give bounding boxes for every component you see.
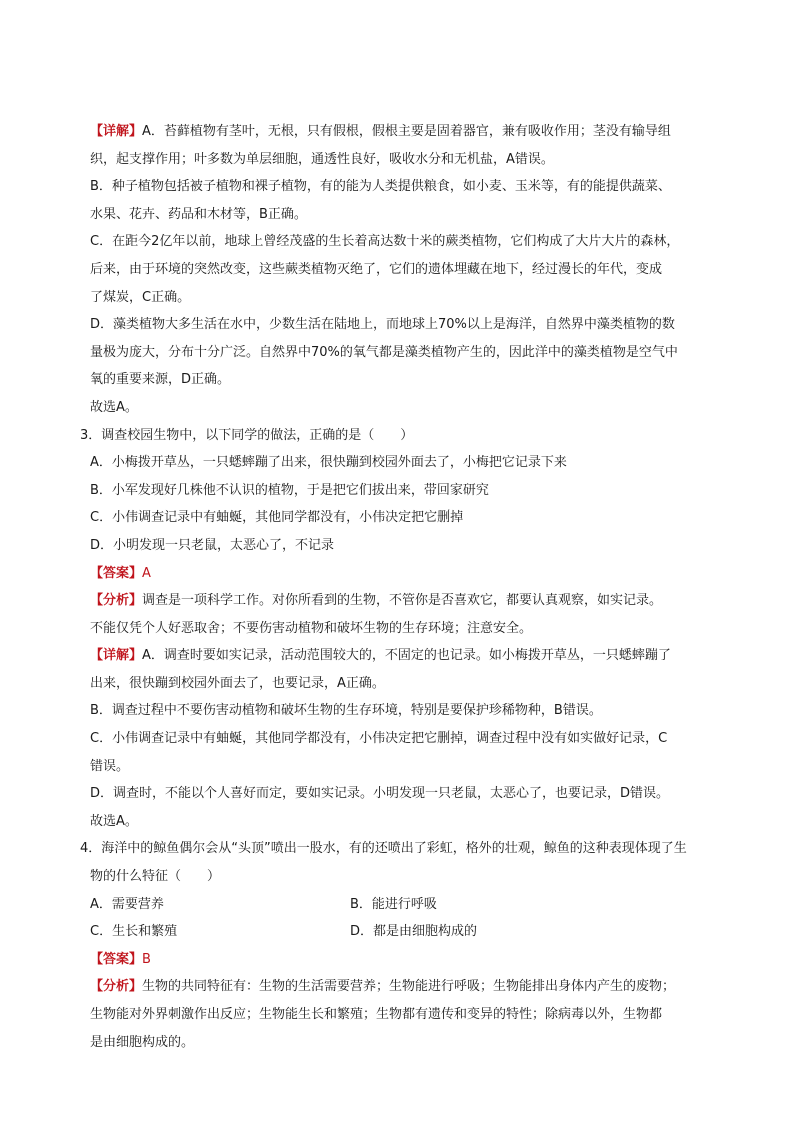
text-line: 了煤炭，C正确。 (90, 289, 191, 305)
option-c: C．生长和繁殖 (90, 924, 178, 940)
explain-line: 出来，很快蹦到校园外面去了，也要记录，A正确。 (90, 675, 385, 691)
explain-line: 故选A。 (90, 813, 138, 829)
answer-line: 【答案】B (90, 951, 151, 967)
answer-value: A (142, 565, 151, 581)
answer-value: B (142, 951, 151, 967)
text-line: 故选A。 (90, 399, 138, 415)
text-line: 量极为庞大，分布十分广泛。自然界中70%的氧气都是藻类植物产生的，因此洋中的藻类植物是空气中 (90, 344, 678, 360)
explain-line: 错误。 (90, 758, 130, 774)
answer-line: 【答案】A (90, 565, 151, 581)
explain-line: D．调查时，不能以个人喜好而定，要如实记录。小明发现一只老鼠，太恶心了，也要记录，D错误。 (90, 786, 670, 802)
option-c: C．小伟调查记录中有蚰蜒，其他同学都没有，小伟决定把它删掉 (90, 510, 464, 526)
text-line: 织，起支撑作用；叶多数为单层细胞，通透性良好，吸收水分和无机盐，A错误。 (90, 151, 554, 167)
option-d: D．都是由细胞构成的 (350, 924, 478, 940)
analysis-line: 生物能对外界刺激作出反应；生物能生长和繁殖；生物都有遗传和变异的特性；除病毒以外，生物都 (90, 1007, 663, 1022)
options-row (90, 891, 730, 919)
options-row (90, 918, 730, 946)
question-4 (80, 835, 730, 1056)
analysis-line: 【分析】调查是一项科学工作。对你所看到的生物，不管你是否喜欢它，都要认真观察，如实记录。 (90, 593, 663, 609)
explain-line: 【详解】A．调查时要如实记录，活动范围较大的，不固定的也记录。如小梅拨开草丛，一只蟋蟀蹦了 (90, 648, 671, 664)
text-line: 【详解】A．苔藓植物有茎叶，无根，只有假根，假根主要是固着器官，兼有吸收作用；茎没有输导组 (90, 124, 671, 139)
question-stem-cont: 物的什么特征（ ） (90, 869, 221, 885)
text-line: D．藻类植物大多生活在水中，少数生活在陆地上，而地球上70%以上是海洋，自然界中藻类植物的数 (90, 317, 675, 333)
question-stem: 3．调查校园生物中，以下同学的做法，正确的是（ ） (80, 427, 414, 443)
text-line: B．种子植物包括被子植物和裸子植物，有的能为人类提供粮食，如小麦、玉米等，有的能提供蔬菜、 (90, 179, 671, 195)
document-content (80, 118, 730, 1056)
text-line: 后来，由于环境的突然改变，这些蕨类植物灭绝了，它们的遗体埋藏在地下，经过漫长的年代，变成 (90, 261, 663, 277)
analysis-line: 是由细胞构成的。 (90, 1034, 195, 1050)
q2-explanation (90, 118, 730, 422)
explain-line: B．调查过程中不要伤害动植物和破坏生物的生存环境，特别是要保护珍稀物种，B错误。 (90, 703, 602, 719)
analysis-line: 【分析】生物的共同特征有：生物的生活需要营养；生物能进行呼吸；生物能排出身体内产生的废物； (90, 979, 676, 995)
explain-line: C．小伟调查记录中有蚰蜒，其他同学都没有，小伟决定把它删掉，调查过程中没有如实做好记录，C (90, 731, 668, 747)
text-line: C．在距今2亿年以前，地球上曾经茂盛的生长着高达数十米的蕨类植物，它们构成了大片大片的森林， (90, 234, 680, 250)
option-b: B．小军发现好几株他不认识的植物，于是把它们拔出来，带回家研究 (90, 482, 489, 498)
option-a: A．需要营养 (90, 896, 164, 912)
analysis-line: 不能仅凭个人好恶取舍；不要伤害动植物和破坏生物的生存环境；注意安全。 (90, 620, 533, 636)
option-b: B．能进行呼吸 (350, 896, 437, 912)
question-3 (80, 422, 730, 836)
option-a: A．小梅拨开草丛，一只蟋蟀蹦了出来，很快蹦到校园外面去了，小梅把它记录下来 (90, 455, 567, 471)
question-stem: 4．海洋中的鲸鱼偶尔会从“头顶”喷出一股水，有的还喷出了彩虹，格外的壮观，鲸鱼的这种表现体现了生 (80, 841, 687, 857)
text-line: 氧的重要来源，D正确。 (90, 372, 231, 388)
text-line: 水果、花卉、药品和木材等，B正确。 (90, 206, 307, 222)
option-d: D．小明发现一只老鼠，太恶心了，不记录 (90, 537, 335, 553)
